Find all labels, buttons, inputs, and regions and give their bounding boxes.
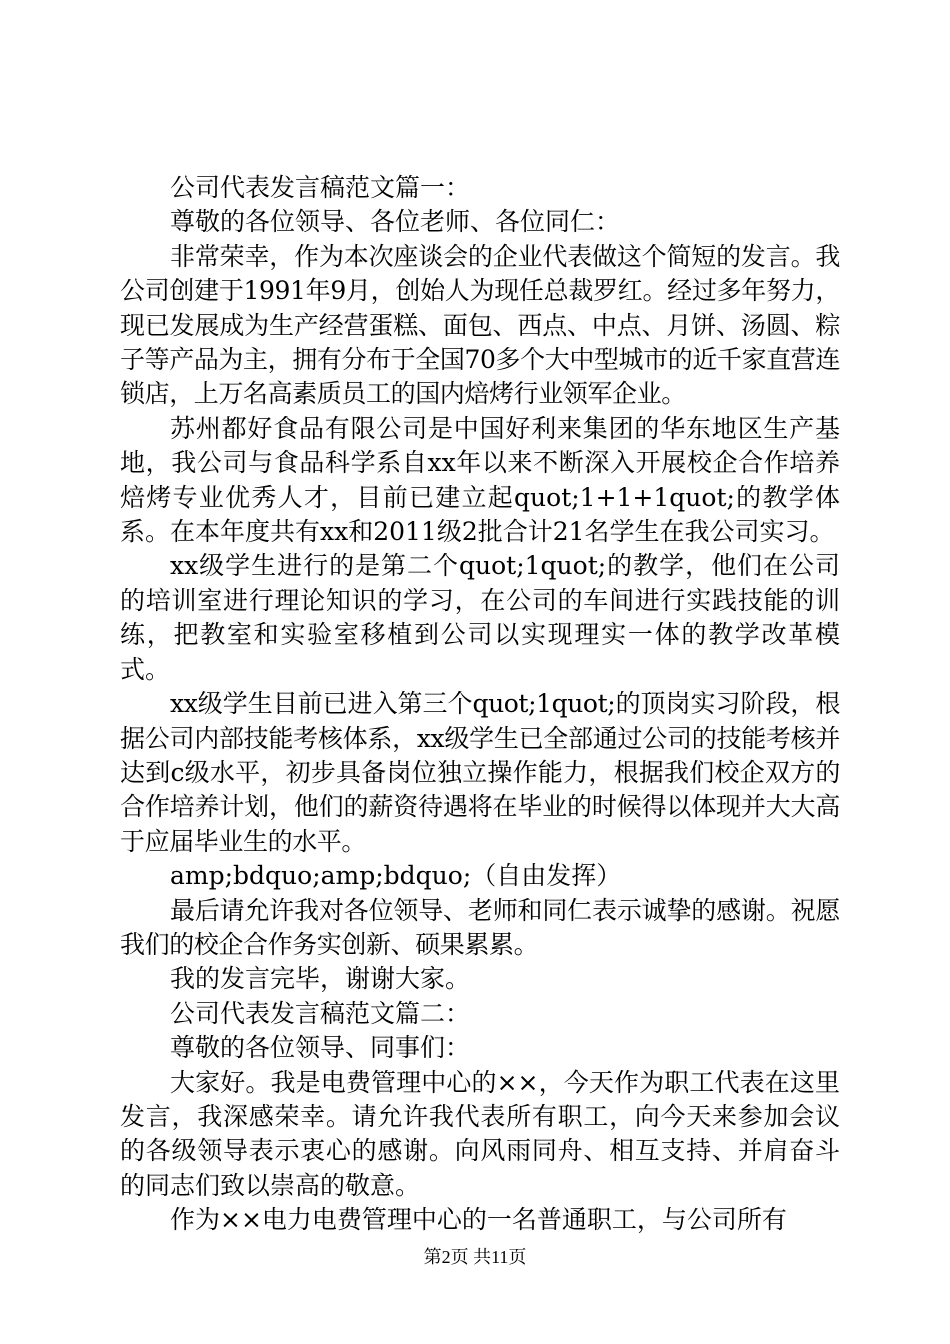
paragraph: amp;bdquo;amp;bdquo;（自由发挥） <box>170 861 622 891</box>
closing-line: 我的发言完毕，谢谢大家。 <box>170 964 471 994</box>
paragraph: 苏州都好食品有限公司是中国好利来集团的华东地区生产基地，我公司与食品科学系自xx年以来不断深入开展校企合作培养焙烤专业优秀人才，目前已建立起quot;1+1+1quot;的教学体系。在本年度共有xx和2011级2批合计21名学生在我公司实习。 <box>120 413 840 547</box>
paragraph: xx级学生目前已进入第三个quot;1quot;的顶岗实习阶段，根据公司内部技能考核体系，xx级学生已全部通过公司的技能考核并达到c级水平，初步具备岗位独立操作能力，根据我们校企双方的合作培养计划，他们的薪资待遇将在毕业的时候得以体现并大大高于应届毕业生的水平。 <box>120 689 840 856</box>
page-number: 第2页 共11页 <box>423 1247 527 1267</box>
paragraph: 大家好。我是电费管理中心的××，今天作为职工代表在这里发言，我深感荣幸。请允许我代表所有职工，向今天来参加会议的各级领导表示衷心的感谢。向风雨同舟、相互支持、并肩奋斗的同志们致以崇高的敬意。 <box>120 1067 840 1200</box>
paragraph: 非常荣幸，作为本次座谈会的企业代表做这个简短的发言。我公司创建于1991年9月，创始人为现任总裁罗红。经过多年努力，现已发展成为生产经营蛋糕、面包、西点、中点、月饼、汤圆、粽子等产品为主，拥有分布于全国70多个大中型城市的近千家直营连锁店，上万名高素质员工的国内焙烤行业领军企业。 <box>120 241 840 409</box>
document-body <box>120 171 840 1238</box>
paragraph: 作为××电力电费管理中心的一名普通职工，与公司所有 <box>170 1205 787 1235</box>
paragraph: 最后请允许我对各位领导、老师和同仁表示诚挚的感谢。祝愿我们的校企合作务实创新、硕果累累。 <box>120 895 840 959</box>
salutation-2: 尊敬的各位领导、同事们： <box>170 1033 471 1063</box>
section-heading-1: 公司代表发言稿范文篇一： <box>170 173 471 202</box>
paragraph: xx级学生进行的是第二个quot;1quot;的教学，他们在公司的培训室进行理论知识的学习，在公司的车间进行实践技能的训练，把教室和实验室移植到公司以实现理实一体的教学改革模式。 <box>120 551 840 684</box>
section-heading-2: 公司代表发言稿范文篇二： <box>170 998 471 1028</box>
salutation-1: 尊敬的各位领导、各位老师、各位同仁： <box>170 207 621 237</box>
